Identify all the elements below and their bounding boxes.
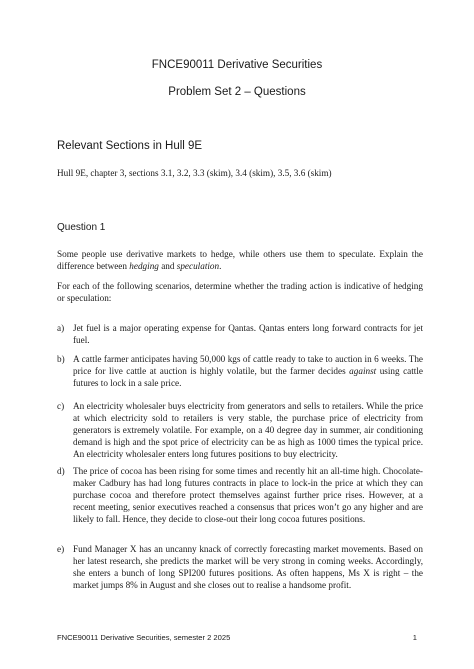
item-text-part: using cattle futures to lock in a sale price. — [73, 366, 423, 388]
problem-set-title: Problem Set 2 – Questions — [168, 86, 306, 98]
item-emphasis: against — [349, 366, 377, 376]
intro-and: and — [158, 261, 177, 271]
footer-course: FNCE90011 Derivative Securities, semester 2 2025 — [57, 633, 231, 642]
intro-text: Some people use derivative markets to hedge, while others use them to speculate. Explain the difference between — [57, 249, 423, 271]
intro-end: . — [219, 261, 222, 271]
list-item — [57, 543, 423, 591]
relevant-sections-heading: Relevant Sections in Hull 9E — [57, 140, 203, 152]
item-text-part: A cattle farmer anticipates having 50,000 kgs of cattle ready to take to auction in 6 weeks. The price for live cattle at auction is highly volatile, but the farmer decides — [73, 354, 423, 376]
relevant-sections-body: Hull 9E, chapter 3, sections 3.1, 3.2, 3.3 (skim), 3.4 (skim), 3.5, 3.6 (skim) — [57, 168, 332, 178]
item-text: Jet fuel is a major operating expense for Qantas. Qantas enters long forward contracts for jet fuel. — [73, 323, 423, 345]
item-text: Fund Manager X has an uncanny knack of correctly forecasting market movements. Based on her latest research, she predicts the market will be very strong in coming weeks. Accordingly, she enters a bunch of long SPI200 futures positions. As often happens, Ms X is right – the market jumps 8% in August and she closes out to realise a handsome profit. — [73, 544, 423, 590]
list-item — [57, 400, 423, 460]
item-label: a) — [57, 323, 65, 333]
item-text: An electricity wholesaler buys electricity from generators and sells to retailers. While the price at which electricity sold to retailers is very stable, the purchase price of electricity from generators is extremely volatile. For example, on a 40 degree day in summer, air conditioning demand is high and the spot price of electricity can be as high as 1000 times the typical price. An electricity wholesaler enters long futures positions to buy electricity. — [73, 401, 423, 459]
item-label: c) — [57, 401, 65, 411]
question-1-instruction — [57, 280, 423, 304]
page-number: 1 — [412, 633, 417, 642]
list-item — [57, 322, 423, 346]
item-label: b) — [57, 354, 65, 364]
list-item — [57, 353, 423, 389]
intro-speculation: speculation — [176, 261, 220, 271]
course-title: FNCE90011 Derivative Securities — [151, 59, 323, 71]
question-1-intro — [57, 248, 423, 272]
instruction-text: For each of the following scenarios, determine whether the trading action is indicative of hedging or speculation: — [57, 281, 423, 303]
list-item — [57, 465, 423, 525]
item-text: The price of cocoa has been rising for some times and recently hit an all-time high. Chocolate-maker Cadbury has had long futures contracts in place to lock-in the price at which they can purchase cocoa and therefore protect themselves against further price rises. However, at a recent meeting, senior executives reached a consensus that prices won’t go any higher and are likely to fall. Hence, they decide to close-out their long cocoa futures positions. — [73, 466, 423, 524]
item-label: d) — [57, 466, 65, 476]
item-label: e) — [57, 544, 65, 554]
item-text — [73, 353, 423, 389]
intro-hedging: hedging — [129, 261, 159, 271]
question-1-heading: Question 1 — [57, 222, 106, 233]
